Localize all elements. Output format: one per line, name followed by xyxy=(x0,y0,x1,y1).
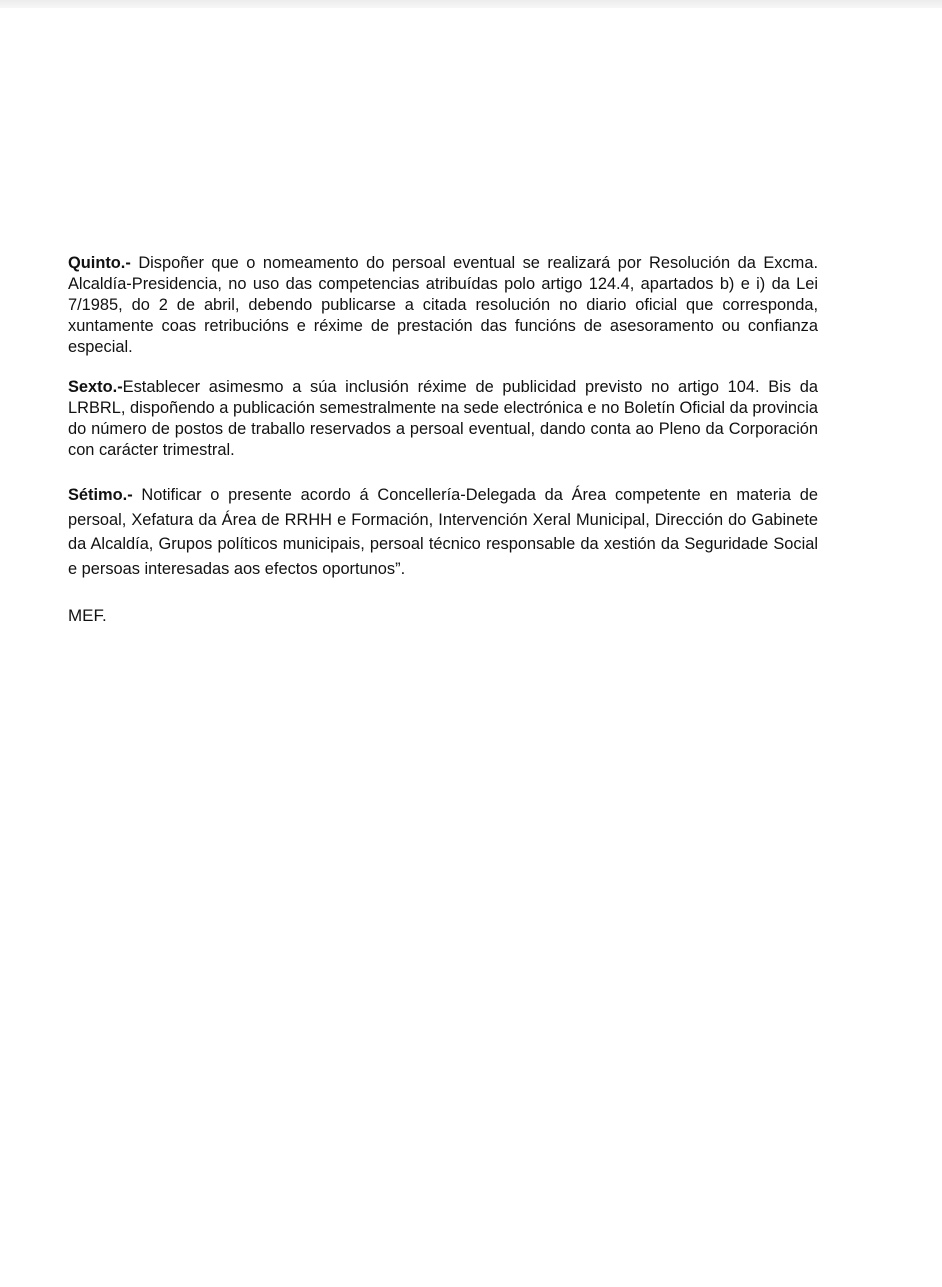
paragraph-quinto xyxy=(68,253,818,358)
paragraph-heading: Sétimo.- xyxy=(68,486,133,504)
paragraph-heading: Sexto.- xyxy=(68,378,123,396)
signature-initials: MEF. xyxy=(68,606,107,625)
paragraph-setimo xyxy=(68,483,818,581)
paragraph-text: Establecer asimesmo a súa inclusión réxime de publicidad previsto no artigo 104. Bis da LRBRL, dispoñendo a publicación semestralmente na sede electrónica e no Boletín Oficial da provincia do número de postos de traballo reservados a persoal eventual, dando conta ao Pleno da Corporación con carácter trimestral. xyxy=(68,378,818,459)
document-body xyxy=(68,253,818,627)
document-page xyxy=(0,8,942,1287)
paragraph-heading: Quinto.- xyxy=(68,254,131,272)
paragraph-text: Dispoñer que o nomeamento do persoal eventual se realizará por Resolución da Excma. Alcaldía-Presidencia, no uso das competencias atribuídas polo artigo 124.4, apartados b) e i) da Lei 7/1985, do 2 de abril, debendo publicarse a citada resolución no diario oficial que corresponda, xuntamente coas retribucións e réxime de prestación das funcións de asesoramento ou confianza especial. xyxy=(68,254,818,356)
paragraph-sexto xyxy=(68,377,818,461)
paragraph-text: Notificar o presente acordo á Concellería-Delegada da Área competente en materia de persoal, Xefatura da Área de RRHH e Formación, Intervención Xeral Municipal, Dirección do Gabinete da Alcaldía, Grupos políticos municipais, persoal técnico responsable da xestión da Seguridade Social e persoas interesadas aos efectos oportunos”. xyxy=(68,486,818,578)
